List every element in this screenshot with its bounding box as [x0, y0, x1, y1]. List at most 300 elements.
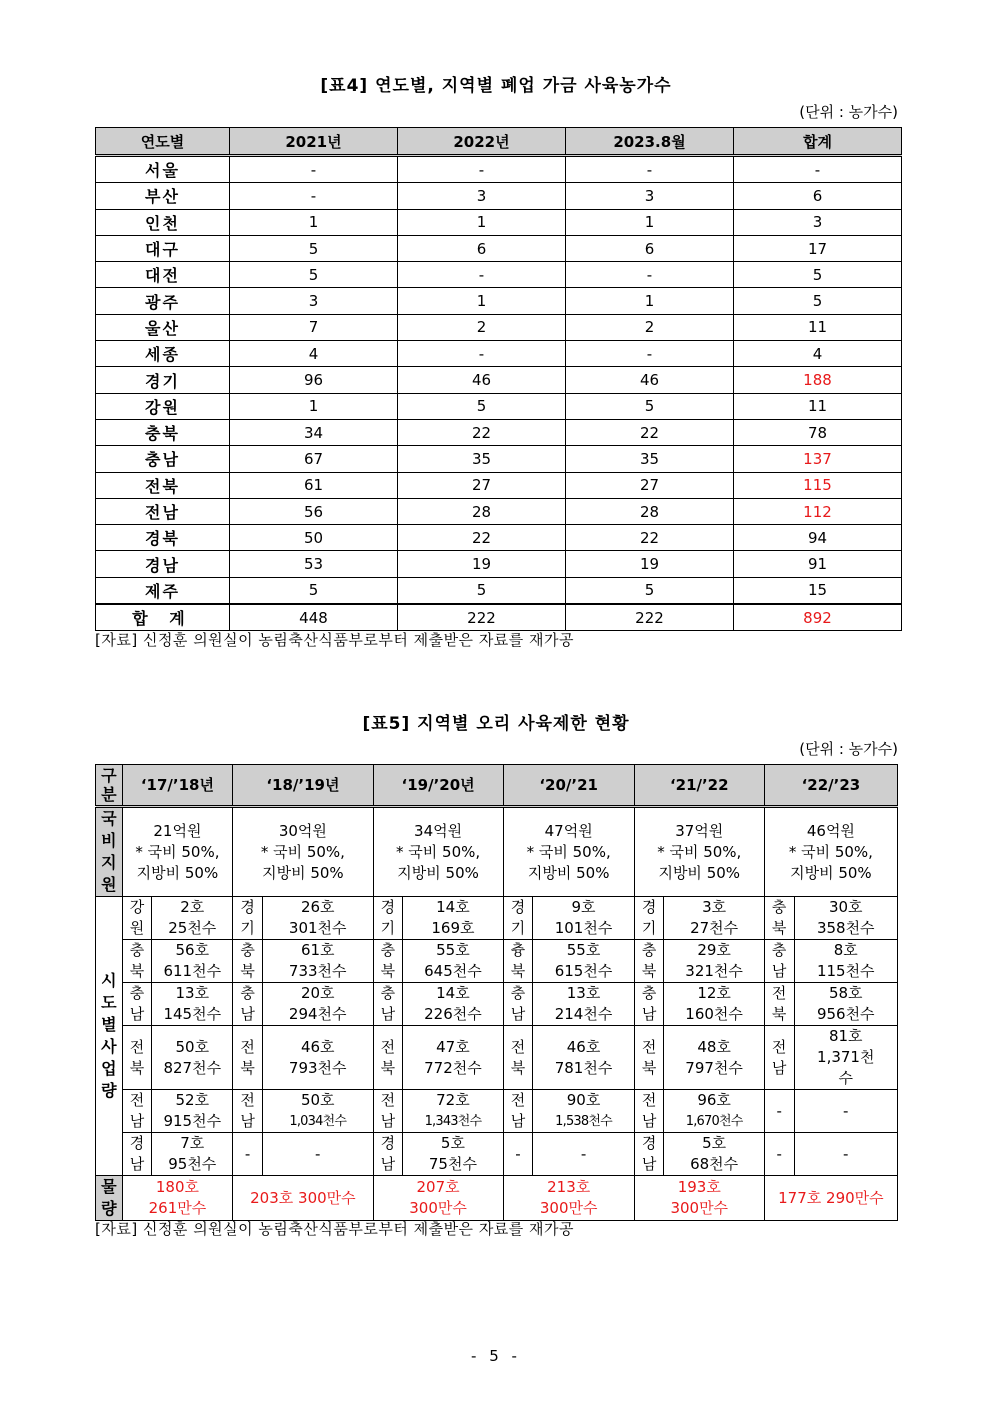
region-value	[664, 1026, 764, 1090]
value-2022: 5	[398, 393, 566, 419]
value-2023: 28	[566, 498, 734, 524]
empty-region: -	[764, 1133, 794, 1176]
region-value	[152, 1090, 233, 1133]
vertical-label-char: 량	[101, 1199, 117, 1218]
value-2022: -	[398, 262, 566, 288]
total-2021: 448	[230, 604, 398, 631]
fund-note: * 국비 50%,	[135, 842, 220, 861]
value-2022: -	[398, 341, 566, 367]
fund-amount: 21억원	[153, 821, 202, 840]
value-2023: 46	[566, 367, 734, 393]
fund-amount: 30억원	[278, 821, 327, 840]
region-abbr	[122, 1133, 152, 1176]
table4-total-row	[96, 604, 902, 631]
region-value	[794, 897, 898, 940]
vertical-label-char: 업	[101, 1059, 117, 1078]
quantity-line: 177호 290만수	[778, 1188, 884, 1207]
value-total: 17	[734, 235, 902, 261]
region-value	[403, 1026, 503, 1090]
region-char: 원	[129, 919, 145, 937]
quantity-line: 300만수	[409, 1199, 467, 1217]
region-value	[152, 983, 233, 1026]
value-2021: 53	[230, 551, 398, 577]
region-value	[152, 1133, 233, 1176]
value-2023: 35	[566, 446, 734, 472]
region-abbr	[233, 897, 263, 940]
bird-count: 수	[838, 1069, 853, 1087]
table4-row	[96, 156, 902, 183]
value-total: 4	[734, 341, 902, 367]
region-char: 남	[641, 1005, 657, 1023]
region-char: 남	[510, 1005, 526, 1023]
table4-row	[96, 472, 902, 498]
region-name: 대구	[96, 235, 230, 261]
table4-header-cell: 2022년	[398, 128, 566, 156]
total-2022: 222	[398, 604, 566, 631]
farm-count: 52호	[175, 1091, 210, 1109]
farm-count: 46호	[300, 1037, 335, 1056]
region-abbr	[503, 940, 533, 983]
region-char: 북	[129, 1058, 145, 1077]
farm-count: 9호	[571, 898, 596, 916]
region-char: 충	[129, 984, 145, 1002]
fund-amount: 37억원	[675, 821, 724, 840]
bird-count: 301천수	[288, 919, 347, 937]
bird-count: 1,670천수	[685, 1114, 743, 1129]
region-char: 기	[641, 919, 657, 937]
region-value	[152, 897, 233, 940]
region-abbr	[122, 1090, 152, 1133]
bird-count: 772천수	[424, 1058, 482, 1077]
value-total: 188	[734, 367, 902, 393]
value-2023: 5	[566, 393, 734, 419]
value-total: 115	[734, 472, 902, 498]
table4-row	[96, 314, 902, 340]
empty-value: -	[262, 1133, 373, 1176]
table4-row	[96, 288, 902, 314]
region-char: 전	[129, 1091, 145, 1109]
fund-cell	[122, 807, 233, 897]
bird-count: 797천수	[685, 1058, 743, 1077]
bird-count: 358천수	[816, 919, 875, 937]
region-abbr	[373, 983, 403, 1026]
bird-count: 1,343천수	[424, 1114, 482, 1129]
region-value	[794, 983, 898, 1026]
quantity-line: 261만수	[148, 1199, 207, 1217]
region-abbr	[233, 1090, 263, 1133]
quantity-line: 300만수	[539, 1199, 598, 1217]
quantity-line: 300만수	[670, 1199, 729, 1217]
value-2022: 2	[398, 314, 566, 340]
region-char: 남	[380, 1112, 396, 1130]
region-abbr	[634, 1026, 664, 1090]
region-char: 북	[771, 919, 787, 937]
region-char: 북	[510, 1058, 526, 1077]
value-2023: 22	[566, 419, 734, 445]
region-abbr	[503, 897, 533, 940]
value-2022: 6	[398, 235, 566, 261]
vertical-label-char: 원	[101, 875, 117, 894]
region-char: 충	[641, 941, 657, 959]
bird-count: 1,538천수	[555, 1114, 612, 1129]
year-header: ‘18/’19년	[233, 765, 373, 807]
farm-count: 72호	[436, 1091, 470, 1109]
bird-count: 733천수	[288, 962, 347, 980]
region-char: 전	[771, 984, 787, 1002]
region-abbr	[634, 1133, 664, 1176]
region-char: 경	[641, 898, 657, 916]
farm-count: 48호	[697, 1037, 731, 1056]
farm-count: 5호	[440, 1134, 465, 1152]
value-2022: -	[398, 156, 566, 183]
region-char: 충	[510, 984, 526, 1002]
quantity-line: 213호	[547, 1178, 591, 1196]
table4-row	[96, 183, 902, 209]
region-char: 북	[129, 962, 145, 980]
region-value	[403, 940, 503, 983]
fund-cell	[634, 807, 764, 897]
region-char: 전	[510, 1037, 526, 1056]
region-value	[794, 1026, 898, 1090]
region-char: 북	[771, 1005, 787, 1023]
region-char: 전	[510, 1091, 526, 1109]
region-name: 충북	[96, 419, 230, 445]
quantity-cell	[233, 1176, 373, 1221]
bird-count: 115천수	[816, 962, 875, 980]
region-name: 부산	[96, 183, 230, 209]
table4-header-row	[96, 128, 902, 156]
region-char: 남	[771, 1058, 787, 1077]
quantity-cell	[764, 1176, 897, 1221]
farm-count: 90호	[566, 1091, 601, 1109]
farm-count: 55호	[566, 941, 601, 959]
farm-count: 96호	[697, 1091, 731, 1109]
region-value	[533, 1090, 634, 1133]
value-2023: 2	[566, 314, 734, 340]
table4-row	[96, 446, 902, 472]
region-value	[152, 940, 233, 983]
corner-label	[96, 765, 123, 807]
vertical-label-char: 시	[101, 971, 117, 990]
fund-cell	[233, 807, 373, 897]
value-2022: 22	[398, 419, 566, 445]
region-char: 남	[240, 1112, 255, 1130]
farm-count: 14호	[436, 898, 470, 916]
region-char: 북	[240, 1058, 255, 1077]
region-char: 충	[240, 984, 255, 1002]
value-2023: 6	[566, 235, 734, 261]
fund-note: 지방비 50%	[790, 863, 872, 882]
region-name: 전남	[96, 498, 230, 524]
farm-count: 12호	[697, 984, 731, 1002]
region-abbr	[634, 897, 664, 940]
region-char: 전	[771, 1037, 787, 1056]
farm-count: 3호	[702, 898, 727, 916]
bird-count: 793천수	[288, 1058, 347, 1077]
region-value	[403, 897, 503, 940]
vertical-label-char: 비	[101, 831, 117, 850]
vertical-label-char: 국	[101, 809, 117, 828]
value-total: 5	[734, 288, 902, 314]
region-name: 경북	[96, 525, 230, 551]
table4-row	[96, 525, 902, 551]
region-char: 충	[771, 941, 787, 959]
total-2023: 222	[566, 604, 734, 631]
region-abbr	[634, 1090, 664, 1133]
fund-label	[96, 807, 123, 897]
region-char: 기	[240, 919, 255, 937]
farm-count: 2호	[180, 898, 205, 916]
farm-count: 81호	[828, 1027, 863, 1045]
region-name: 충남	[96, 446, 230, 472]
empty-region: -	[233, 1133, 263, 1176]
table4-source: [자료] 신정훈 의원실이 농림축산식품부로부터 제출받은 자료를 재가공	[95, 631, 575, 649]
value-2023: -	[566, 262, 734, 288]
vertical-label-char: 물	[101, 1177, 117, 1196]
region-char: 남	[240, 1005, 255, 1023]
table4-row	[96, 498, 902, 524]
region-char: 북	[240, 962, 255, 980]
vertical-label-char: 구	[101, 766, 117, 785]
fund-note: 지방비 50%	[262, 863, 344, 882]
value-2023: 3	[566, 183, 734, 209]
fund-cell	[373, 807, 503, 897]
region-abbr	[233, 983, 263, 1026]
table5-region-row	[96, 983, 898, 1026]
region-value	[664, 1133, 764, 1176]
region-char: 경	[129, 1134, 145, 1152]
bird-count: 781천수	[554, 1058, 613, 1077]
value-2022: 1	[398, 209, 566, 235]
bird-count: 68천수	[690, 1155, 739, 1173]
table5-region-row	[96, 897, 898, 940]
value-total: 112	[734, 498, 902, 524]
value-2023: 27	[566, 472, 734, 498]
value-2023: 22	[566, 525, 734, 551]
bird-count: 214천수	[554, 1005, 613, 1023]
region-name: 경기	[96, 367, 230, 393]
table4-header-cell: 2023.8월	[566, 128, 734, 156]
region-char: 강	[129, 898, 145, 916]
table4-row	[96, 419, 902, 445]
value-2021: 1	[230, 393, 398, 419]
quantity-cell	[503, 1176, 634, 1221]
fund-cell	[764, 807, 897, 897]
value-2023: 5	[566, 577, 734, 604]
farm-count: 14호	[436, 984, 470, 1002]
farm-count: 61호	[300, 941, 335, 959]
region-abbr	[634, 940, 664, 983]
region-value	[664, 983, 764, 1026]
bird-count: 145천수	[163, 1005, 222, 1023]
value-2023: 19	[566, 551, 734, 577]
region-abbr	[233, 940, 263, 983]
fund-note: 지방비 50%	[527, 863, 610, 882]
table5-quantity-row	[96, 1176, 898, 1221]
region-value	[533, 983, 634, 1026]
fund-cell	[503, 807, 634, 897]
value-2022: 5	[398, 577, 566, 604]
region-char: 남	[129, 1155, 145, 1173]
value-2021: 5	[230, 235, 398, 261]
fund-amount: 47억원	[544, 821, 593, 840]
fund-note: 지방비 50%	[658, 863, 741, 882]
table4-header-cell: 합계	[734, 128, 902, 156]
bird-count: 294천수	[288, 1005, 347, 1023]
farm-count: 55호	[436, 941, 470, 959]
region-char: 경	[380, 898, 396, 916]
region-name: 전북	[96, 472, 230, 498]
value-2021: 96	[230, 367, 398, 393]
region-char: 충	[771, 898, 787, 916]
region-value	[533, 940, 634, 983]
region-value	[262, 940, 373, 983]
table5-region-row	[96, 1133, 898, 1176]
region-value	[403, 1090, 503, 1133]
year-header: ‘19/’20년	[373, 765, 503, 807]
bird-count: 75천수	[428, 1155, 477, 1173]
region-char: 전	[240, 1037, 255, 1056]
region-name: 세종	[96, 341, 230, 367]
region-name: 광주	[96, 288, 230, 314]
value-2022: 3	[398, 183, 566, 209]
bird-count: 169호	[431, 919, 475, 937]
bird-count: 27천수	[690, 919, 739, 937]
bird-count: 160천수	[685, 1005, 743, 1023]
region-abbr	[122, 1026, 152, 1090]
region-abbr	[373, 1133, 403, 1176]
total-label: 합 계	[96, 604, 230, 631]
vertical-label-char: 별	[101, 1015, 117, 1034]
quantity-cell	[634, 1176, 764, 1221]
quantity-line: 193호	[677, 1178, 721, 1196]
empty-region: -	[503, 1133, 533, 1176]
value-total: 11	[734, 393, 902, 419]
value-total: 3	[734, 209, 902, 235]
region-abbr	[122, 983, 152, 1026]
year-header: ‘21/’22	[634, 765, 764, 807]
farm-count: 13호	[566, 984, 601, 1002]
region-char: 전	[240, 1091, 255, 1109]
region-char: 충	[641, 984, 657, 1002]
region-char: 전	[129, 1037, 145, 1056]
bird-count: 95천수	[168, 1155, 217, 1173]
bird-count: 25천수	[168, 919, 217, 937]
region-char: 전	[641, 1091, 657, 1109]
bird-count: 915천수	[163, 1112, 222, 1130]
region-value	[403, 1133, 503, 1176]
value-2022: 1	[398, 288, 566, 314]
table4-title: [표4] 연도별, 지역별 폐업 가금 사육농가수	[320, 76, 672, 96]
farm-count: 8호	[833, 941, 858, 959]
fund-note: * 국비 50%,	[260, 842, 345, 861]
farm-count: 20호	[300, 984, 335, 1002]
empty-region: -	[764, 1090, 794, 1133]
region-name: 강원	[96, 393, 230, 419]
table5-fund-row	[96, 807, 898, 897]
bird-count: 827천수	[163, 1058, 222, 1077]
bird-count: 611천수	[163, 962, 222, 980]
bird-count: 1,371천	[817, 1048, 875, 1066]
value-2023: 1	[566, 209, 734, 235]
value-2021: 1	[230, 209, 398, 235]
bird-count: 956천수	[816, 1005, 875, 1023]
region-value	[533, 897, 634, 940]
value-2021: 34	[230, 419, 398, 445]
region-abbr	[233, 1026, 263, 1090]
region-char: 북	[380, 962, 396, 980]
value-total: 91	[734, 551, 902, 577]
region-char: 충	[380, 984, 396, 1002]
quantity-label	[96, 1176, 123, 1221]
farm-count: 30호	[828, 898, 863, 916]
region-abbr	[634, 983, 664, 1026]
farm-count: 50호	[175, 1037, 210, 1056]
value-2021: 56	[230, 498, 398, 524]
region-char: 남	[510, 1112, 526, 1130]
region-value	[533, 1026, 634, 1090]
value-2023: -	[566, 156, 734, 183]
region-abbr	[373, 1026, 403, 1090]
value-2021: 61	[230, 472, 398, 498]
vertical-label-char: 량	[101, 1081, 117, 1100]
value-2023: -	[566, 341, 734, 367]
region-value	[262, 983, 373, 1026]
value-total: 15	[734, 577, 902, 604]
value-2022: 35	[398, 446, 566, 472]
region-abbr	[373, 940, 403, 983]
bird-count: 321천수	[685, 962, 743, 980]
farm-count: 7호	[180, 1134, 205, 1152]
region-char: 충	[380, 941, 396, 959]
table4-row	[96, 551, 902, 577]
region-char: 남	[129, 1112, 145, 1130]
vertical-label-char: 도	[101, 993, 117, 1012]
farm-count: 50호	[300, 1091, 335, 1109]
table5-region-row	[96, 1090, 898, 1133]
region-char: 북	[641, 1058, 657, 1077]
region-char: 경	[240, 898, 255, 916]
quantity-line: 180호	[155, 1178, 199, 1196]
value-2022: 27	[398, 472, 566, 498]
value-total: 5	[734, 262, 902, 288]
table4-unit: (단위 : 농가수)	[799, 103, 898, 121]
value-2021: 7	[230, 314, 398, 340]
region-abbr	[503, 1026, 533, 1090]
region-char: 기	[380, 919, 396, 937]
vertical-label-char: 사	[101, 1037, 117, 1056]
value-2021: 5	[230, 577, 398, 604]
region-abbr	[503, 1090, 533, 1133]
fund-note: * 국비 50%,	[396, 842, 481, 861]
table4-row	[96, 367, 902, 393]
region-value	[794, 940, 898, 983]
table5-unit: (단위 : 농가수)	[799, 740, 898, 758]
value-total: 6	[734, 183, 902, 209]
region-abbr	[764, 897, 794, 940]
farm-count: 29호	[697, 941, 731, 959]
farm-count: 5호	[702, 1134, 727, 1152]
region-section-label	[96, 897, 123, 1176]
table4	[95, 127, 902, 631]
table5	[95, 764, 898, 1221]
bird-count: 615천수	[554, 962, 613, 980]
region-name: 인천	[96, 209, 230, 235]
quantity-cell	[373, 1176, 503, 1221]
region-char: 남	[641, 1155, 657, 1173]
table4-row	[96, 209, 902, 235]
region-abbr	[373, 897, 403, 940]
